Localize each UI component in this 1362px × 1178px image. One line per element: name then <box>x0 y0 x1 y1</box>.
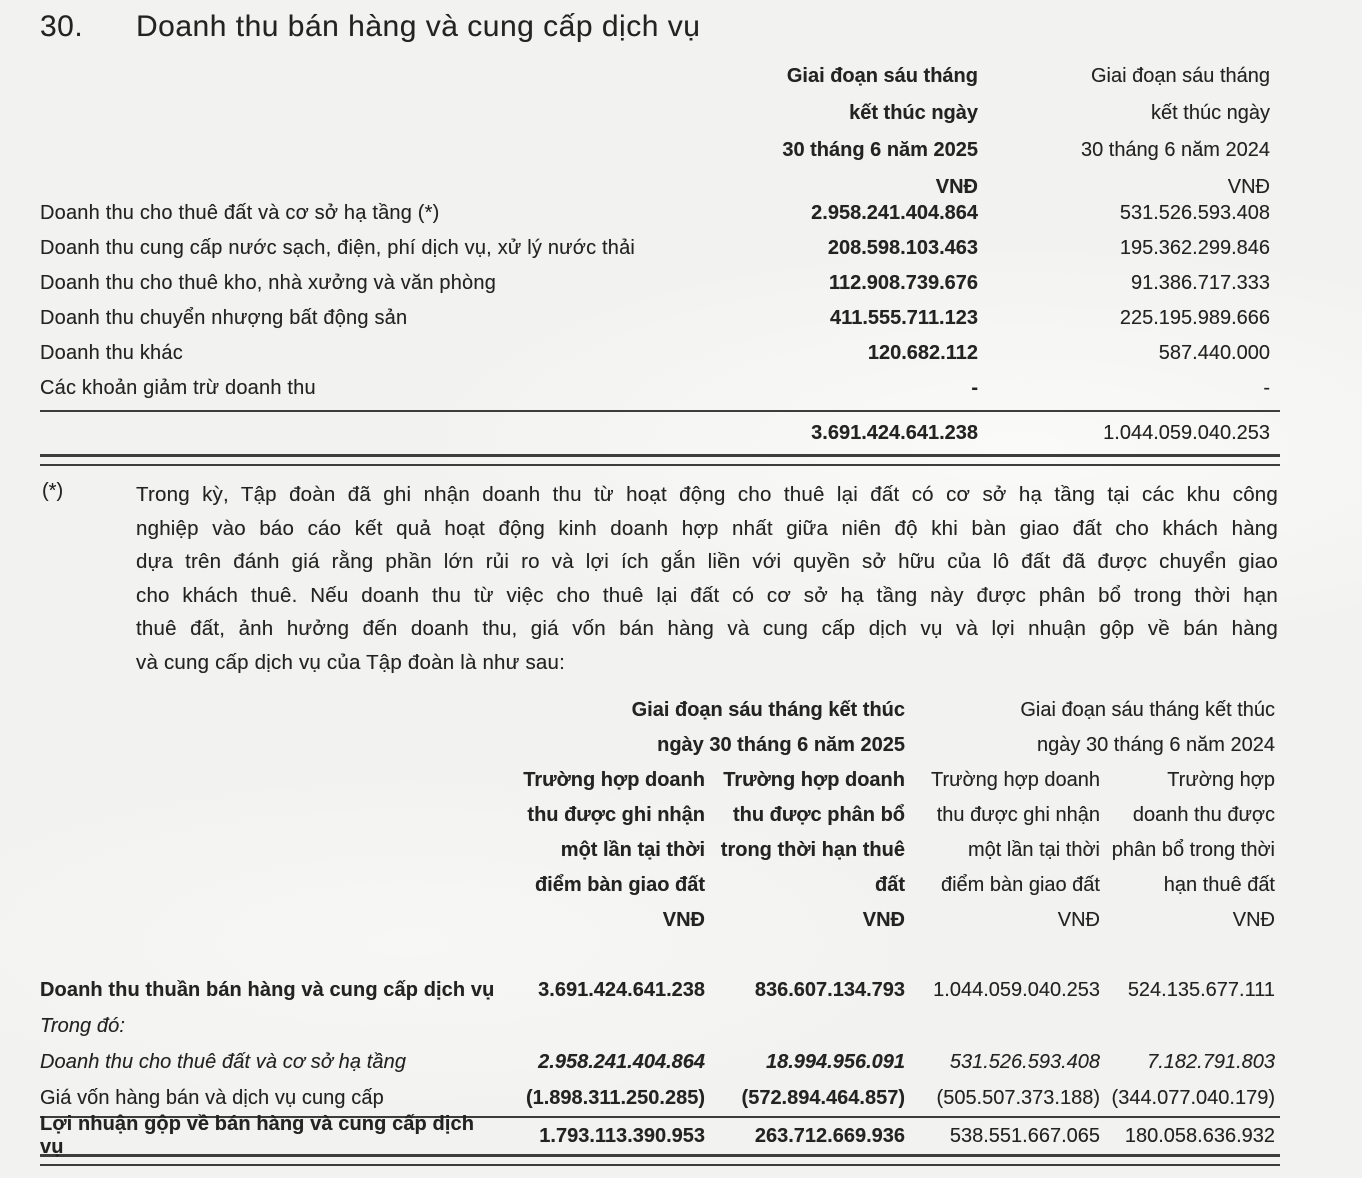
table-row <box>40 972 1280 1008</box>
row-value-2024: 531.526.593.408 <box>1119 202 1270 224</box>
col1-header-line: Trường hợp doanh <box>523 769 705 791</box>
footnote-line: và cung cấp dịch vụ của Tập đoàn là như sau: <box>136 650 566 674</box>
col3-header-line: điểm bàn giao đất <box>940 874 1100 896</box>
row-value-2025: - <box>971 377 978 399</box>
footnote-line: dựa trên đánh giá rằng phần lớn rủi ro và lợi ích gắn liền với quyền sở hữu của lô đất đã được chuyển giao <box>136 550 1278 573</box>
row-value: 531.526.593.408 <box>949 1050 1100 1073</box>
table1-header-2025-unit: VNĐ <box>935 176 978 198</box>
row-value-2024: 225.195.989.666 <box>1119 307 1270 329</box>
row-value-2025: 411.555.711.123 <box>830 307 978 329</box>
table-row <box>40 371 1280 406</box>
table1-header-2025 <box>678 58 978 206</box>
row-value-2025: 208.598.103.463 <box>827 237 978 259</box>
table2-total-row <box>40 1113 1280 1158</box>
table1-header-2024-unit: VNĐ <box>1227 176 1270 198</box>
col3-header-line: Trường hợp doanh <box>931 769 1100 791</box>
row-value: 2.958.241.404.864 <box>538 1050 705 1073</box>
section-title: Doanh thu bán hàng và cung cấp dịch vụ <box>136 10 701 43</box>
table-row <box>40 231 1280 266</box>
row-label: Giá vốn hàng bán và dịch vụ cung cấp <box>40 1086 384 1109</box>
table1-total-double-rule <box>40 454 1280 466</box>
col3-header-line: thu được ghi nhận <box>936 804 1100 826</box>
row-value: 3.691.424.641.238 <box>538 978 705 1001</box>
col2-header-line: đất <box>875 874 905 896</box>
table2-group-2024-line: ngày 30 tháng 6 năm 2024 <box>1037 734 1275 756</box>
footnote-line: thuê đất, ảnh hưởng đến doanh thu, giá vốn bán hàng và cung cấp dịch vụ và lợi nhuận gộp về bán hàng <box>136 617 1278 640</box>
table-row <box>40 336 1280 371</box>
row-value-2025: 120.682.112 <box>867 342 978 364</box>
total-value-2025: 3.691.424.641.238 <box>811 421 978 444</box>
table1-header-2024-line: kết thúc ngày <box>1151 102 1270 124</box>
footnote-line: nghiệp vào báo cáo kết quả hoạt động kinh doanh hợp nhất giữa niên độ khi bàn giao đất cho khách hàng <box>136 516 1278 540</box>
col4-header-line: hạn thuê đất <box>1163 874 1275 896</box>
row-label: Các khoản giảm trừ doanh thu <box>40 377 316 399</box>
col4-header-unit: VNĐ <box>1232 909 1275 931</box>
table-row <box>40 266 1280 301</box>
footnote-text <box>136 478 1278 679</box>
row-value-2024: - <box>1263 377 1270 399</box>
row-value: 836.607.134.793 <box>754 978 905 1001</box>
row-value: 524.135.677.111 <box>1127 978 1275 1001</box>
section-number: 30. <box>40 10 84 43</box>
row-value-2024: 91.386.717.333 <box>1130 272 1270 294</box>
col4-header-line: doanh thu được <box>1132 804 1275 826</box>
row-value-2025: 2.958.241.404.864 <box>811 202 978 224</box>
table-row <box>40 301 1280 336</box>
table-row <box>40 196 1280 231</box>
table2-group-2025-line: ngày 30 tháng 6 năm 2025 <box>657 734 905 756</box>
col1-header-unit: VNĐ <box>662 909 705 931</box>
col3-header-unit: VNĐ <box>1057 909 1100 931</box>
table2-col4-header <box>975 763 1275 938</box>
col2-header-line: trong thời hạn thuê <box>720 839 905 861</box>
row-label: Trong đó: <box>40 1014 126 1037</box>
row-value: (344.077.040.179) <box>1111 1086 1275 1109</box>
table2-group-header-2024 <box>975 693 1275 763</box>
table1-header-2025-line: kết thúc ngày <box>849 102 978 124</box>
row-label: Lợi nhuận gộp về bán hàng và cung cấp dịch vụ <box>40 1113 475 1158</box>
col3-header-line: một lần tại thời <box>967 839 1100 861</box>
row-value-2024: 195.362.299.846 <box>1119 237 1270 259</box>
row-value: 180.058.636.932 <box>1124 1124 1275 1147</box>
table1 <box>40 196 1280 466</box>
row-value: 1.044.059.040.253 <box>933 978 1100 1001</box>
table-row <box>40 1080 1280 1116</box>
table2-group-header-2025 <box>605 693 905 763</box>
row-value: 538.551.667.065 <box>949 1124 1100 1147</box>
col1-header-line: một lần tại thời <box>560 839 705 861</box>
footnote-marker: (*) <box>42 480 64 502</box>
table1-header-2025-line: Giai đoạn sáu tháng <box>786 65 978 87</box>
table-row <box>40 1008 1280 1044</box>
footnote-line: cho khách thuê. Nếu doanh thu từ việc cho thuê lại đất có cơ sở hạ tầng này được phân bổ trong thời hạn <box>136 583 1278 607</box>
row-value: (572.894.464.857) <box>741 1086 905 1109</box>
col1-header-line: điểm bàn giao đất <box>534 874 705 896</box>
row-value: (1.898.311.250.285) <box>525 1086 705 1109</box>
col2-header-line: Trường hợp doanh <box>723 769 905 791</box>
table1-header-2024 <box>970 58 1270 206</box>
row-value: 7.182.791.803 <box>1147 1050 1275 1073</box>
col4-header-line: phân bổ trong thời <box>1111 839 1275 861</box>
col2-header-unit: VNĐ <box>862 909 905 931</box>
row-label: Doanh thu cho thuê đất và cơ sở hạ tầng <box>40 1050 407 1073</box>
table2-group-2025-line: Giai đoạn sáu tháng kết thúc <box>631 699 905 721</box>
row-value: (505.507.373.188) <box>936 1086 1100 1109</box>
col1-header-line: thu được ghi nhận <box>527 804 705 826</box>
row-value-2025: 112.908.739.676 <box>828 272 978 294</box>
table1-total-row <box>40 412 1280 454</box>
row-label: Doanh thu cung cấp nước sạch, điện, phí dịch vụ, xử lý nước thải <box>40 237 636 259</box>
row-value: 263.712.669.936 <box>754 1124 905 1147</box>
table1-header-2024-line: Giai đoạn sáu tháng <box>1090 65 1270 87</box>
row-label: Doanh thu thuần bán hàng và cung cấp dịch vụ <box>40 978 495 1001</box>
table2-group-2024-line: Giai đoạn sáu tháng kết thúc <box>1020 699 1275 721</box>
row-value: 18.994.956.091 <box>765 1050 905 1073</box>
table1-header-2025-line: 30 tháng 6 năm 2025 <box>782 139 978 161</box>
row-label: Doanh thu chuyển nhượng bất động sản <box>40 307 408 329</box>
row-value: 1.793.113.390.953 <box>539 1124 705 1147</box>
row-value-2024: 587.440.000 <box>1158 342 1270 364</box>
row-label: Doanh thu khác <box>40 342 183 364</box>
row-label: Doanh thu cho thuê đất và cơ sở hạ tầng (*) <box>40 202 440 224</box>
table2 <box>40 972 1280 1166</box>
footnote-line: Trong kỳ, Tập đoàn đã ghi nhận doanh thu từ hoạt động cho thuê lại đất có cơ sở hạ tầng tại các khu công <box>136 483 1278 506</box>
table-row <box>40 1044 1280 1080</box>
table1-header-2024-line: 30 tháng 6 năm 2024 <box>1080 139 1270 161</box>
total-value-2024: 1.044.059.040.253 <box>1103 421 1270 444</box>
col4-header-line: Trường hợp <box>1167 769 1275 791</box>
col2-header-line: thu được phân bổ <box>732 804 905 826</box>
row-label: Doanh thu cho thuê kho, nhà xưởng và văn phòng <box>40 272 497 294</box>
